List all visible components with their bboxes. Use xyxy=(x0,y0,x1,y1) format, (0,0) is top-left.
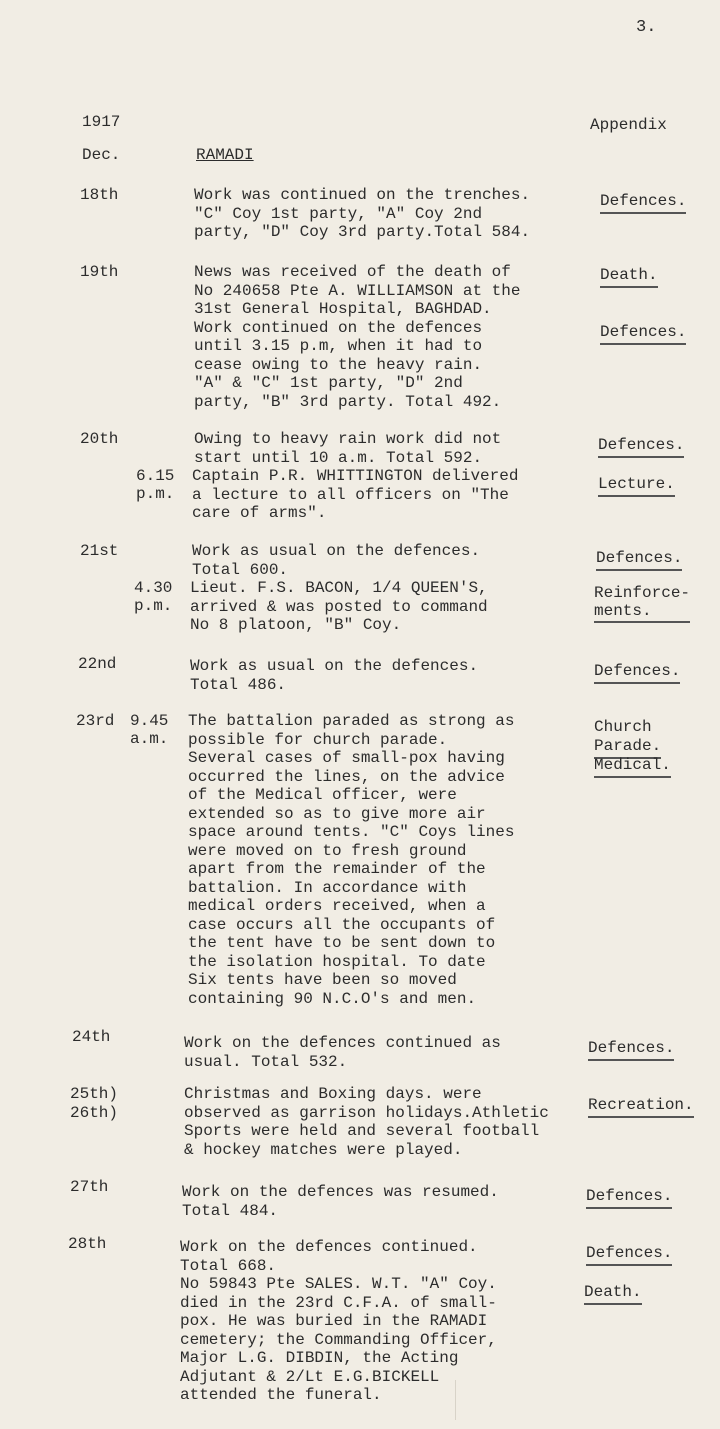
appendix-reference: Defences. xyxy=(600,192,686,214)
appendix-reference: Death. xyxy=(600,266,658,288)
entry-text: Work as usual on the defences. Total 486. xyxy=(190,657,479,694)
entry-text: The battalion paraded as strong as possible for church parade. Several cases of small-pox having occurred the lines, on the advice of the Medical officer, were extended so as to give more air space around tents. "C" Coys lines were moved on to fresh ground apart from the remainder of the battalion. In accordance with medical orders received, when a case occurs all the occupants of the tent have to be sent down to the isolation hospital. To date Six tents have been so moved containing 90 N.C.O's and men. xyxy=(188,712,515,1008)
appendix-reference: Church Parade. xyxy=(594,718,661,759)
entry-text: Lieut. F.S. BACON, 1/4 QUEEN'S, arrived & was posted to command No 8 platoon, "B" Coy. xyxy=(190,579,488,634)
appendix-reference: Recreation. xyxy=(588,1096,694,1118)
entry-text: Work was continued on the trenches. "C" Coy 1st party, "A" Coy 2nd party, "D" Coy 3rd party.Total 584. xyxy=(194,186,531,241)
entry-date: 28th xyxy=(68,1235,107,1253)
appendix-column-heading: Appendix xyxy=(590,116,667,134)
appendix-reference: Medical. xyxy=(594,756,671,778)
entry-text: Work on the defences continued. Total 668. No 59843 Pte SALES. W.T. "A" Coy. died in the 23rd C.F.A. of small- pox. He was buried in the RAMADI cemetery; the Commanding Officer, Major L.G. DIBDIN, the Acting Adjutant & 2/Lt E.G.BICKELL attended the funeral. xyxy=(180,1238,497,1404)
entry-text: News was received of the death of No 240658 Pte A. WILLIAMSON at the 31st General Hospital, BAGHDAD. Work continued on the defences until 3.15 p.m, when it had to cease owing to the heavy rain. "A" & "C" 1st party, "D" 2nd party, "B" 3rd party. Total 492. xyxy=(194,263,521,411)
entry-date: 22nd xyxy=(78,655,117,673)
entry-text: Captain P.R. WHITTINGTON delivered a lecture to all officers on "The care of arms". xyxy=(192,467,519,522)
entry-text: Christmas and Boxing days. were observed as garrison holidays.Athletic Sports were held and several football & hockey matches were played. xyxy=(184,1085,549,1159)
appendix-reference: Defences. xyxy=(586,1187,672,1209)
entry-date: 18th xyxy=(80,186,119,204)
appendix-reference: Defences. xyxy=(586,1244,672,1266)
appendix-reference: Death. xyxy=(584,1283,642,1305)
entry-date: 23rd xyxy=(76,712,115,730)
page-number: 3. xyxy=(636,18,657,37)
paper-fold-mark xyxy=(455,1380,456,1420)
entry-date: 21st xyxy=(80,542,119,560)
entry-date: 19th xyxy=(80,263,119,281)
entry-date: 20th xyxy=(80,430,119,448)
appendix-reference: Defences. xyxy=(596,549,682,571)
entry-text: Work on the defences was resumed. Total 484. xyxy=(182,1183,499,1220)
entry-time: 4.30 p.m. xyxy=(134,579,173,615)
entry-text: Work as usual on the defences. Total 600. xyxy=(192,542,481,579)
appendix-reference: Defences. xyxy=(594,662,680,684)
entry-text: Owing to heavy rain work did not start until 10 a.m. Total 592. xyxy=(194,430,502,467)
entry-time: 6.15 p.m. xyxy=(136,467,175,503)
place-heading: RAMADI xyxy=(196,146,254,164)
entry-date: 27th xyxy=(70,1178,109,1196)
appendix-reference: Reinforce- ments. xyxy=(594,584,690,623)
entry-date: 25th) 26th) xyxy=(70,1085,119,1122)
entry-text: Work on the defences continued as usual. Total 532. xyxy=(184,1034,501,1071)
appendix-reference: Defences. xyxy=(598,436,684,458)
appendix-reference: Defences. xyxy=(588,1039,674,1061)
year-heading: 1917 xyxy=(82,113,121,131)
appendix-reference: Defences. xyxy=(600,323,686,345)
entry-date: 24th xyxy=(72,1028,111,1046)
month-heading: Dec. xyxy=(82,146,121,164)
appendix-reference: Lecture. xyxy=(598,475,675,497)
entry-time: 9.45 a.m. xyxy=(130,712,169,748)
